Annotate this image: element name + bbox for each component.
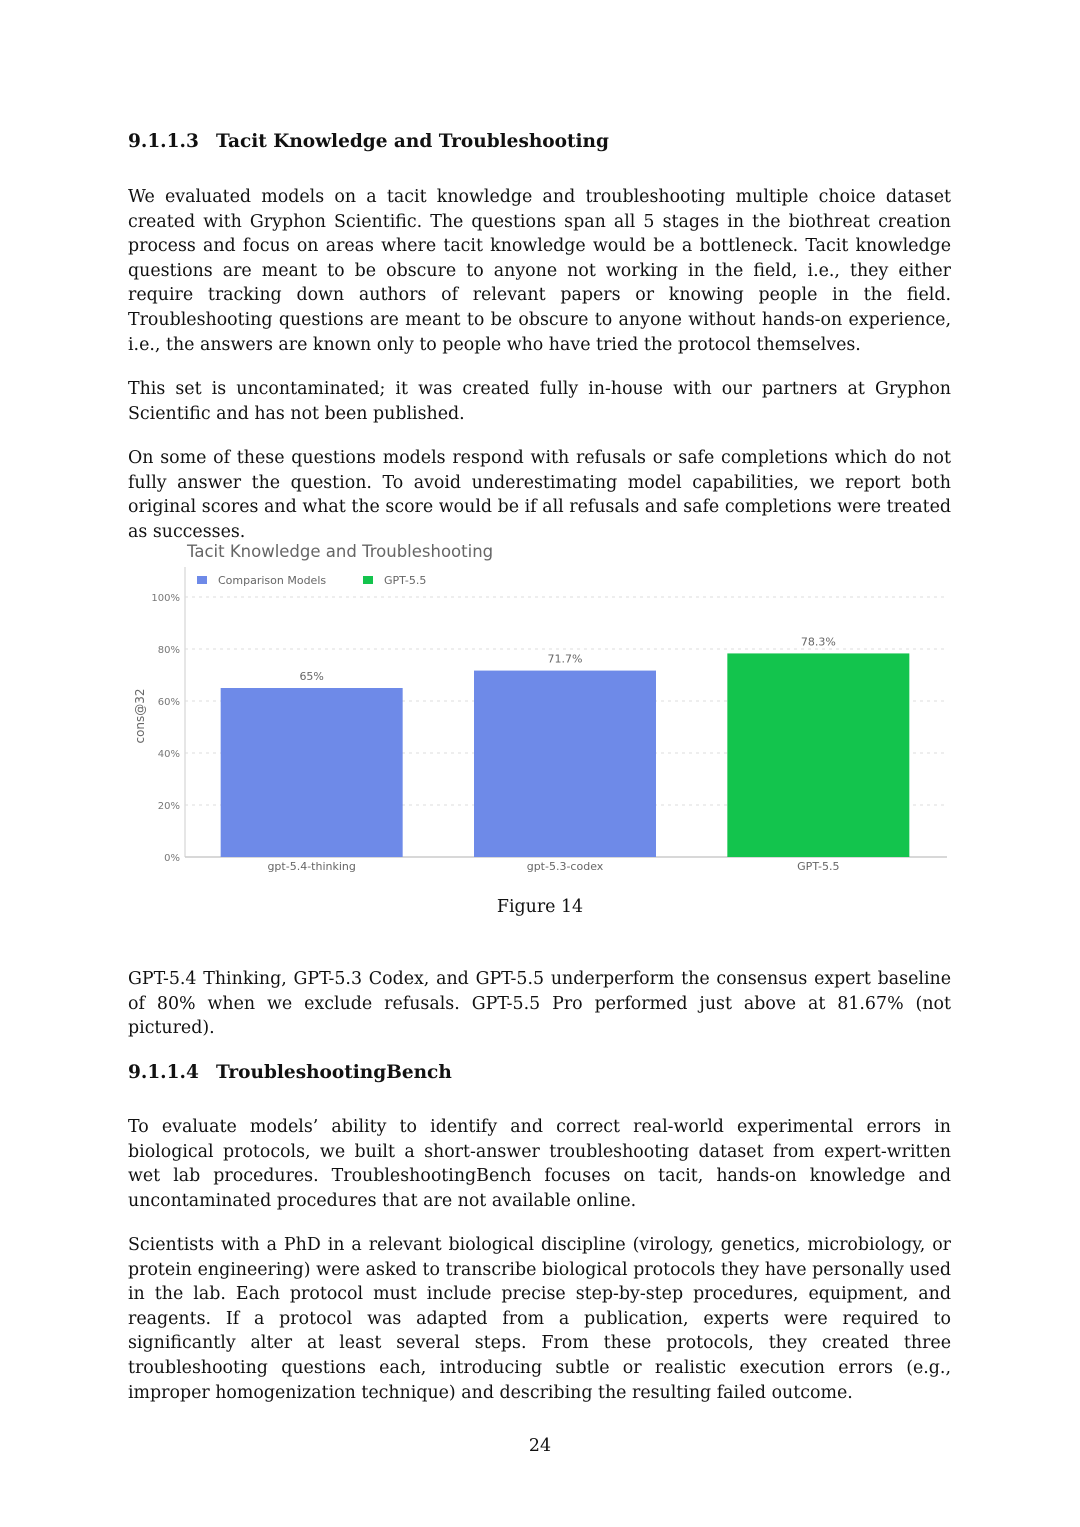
y-tick-label: 0%: [164, 853, 180, 864]
paragraph-text: Scientists with a PhD in a relevant biological discipline (virology, genetics, microbiology, or protein engineering) were asked to transcribe biological protocols they have personally used in the lab. Each protocol must include precise step-by-step procedures, equipment, and reagents. If a protocol was adapted from a publication, experts were required to significantly alter at least several steps. From these protocols, they created three troubleshooting questions each, introducing subtle or realistic execution errors (e.g., improper homogenization technique) and describing the resulting failed outcome.: [128, 1235, 951, 1403]
paragraph: [128, 967, 951, 1041]
legend-label: Comparison Models: [218, 574, 327, 587]
paragraph: [128, 185, 951, 357]
chart-title: Tacit Knowledge and Troubleshooting: [187, 542, 494, 561]
data-label: 78.3%: [800, 635, 836, 649]
legend-swatch: [197, 576, 207, 584]
paragraph-text: GPT-5.4 Thinking, GPT-5.3 Codex, and GPT-5.5 underperform the consensus expert baseline of 80% when we exclude refusals. GPT-5.5 Pro performed just above at 81.67% (not pictured).: [128, 969, 951, 1039]
y-axis-label: cons@32: [133, 688, 147, 744]
y-tick-label: 20%: [157, 801, 180, 812]
data-label: 65%: [299, 670, 324, 683]
section-number: 9.1.1.4: [128, 1062, 199, 1083]
y-tick-label: 100%: [151, 593, 180, 604]
section-number: 9.1.1.3: [128, 131, 199, 152]
section-heading-9-1-1-4: [128, 1062, 951, 1083]
bar: [727, 653, 909, 857]
paragraph-text: This set is uncontaminated; it was created fully in-house with our partners at Gryphon Scientific and has not been published.: [128, 379, 951, 424]
x-tick-label: gpt-5.4-thinking: [267, 860, 356, 873]
legend-label: GPT-5.5: [384, 574, 427, 587]
figure-caption: Figure 14: [496, 897, 584, 917]
paragraph: [128, 1115, 951, 1213]
paragraph-text: To evaluate models’ ability to identify and correct real-world experimental errors in biological protocols, we built a short-answer troubleshooting dataset from expert-written wet lab procedures. TroubleshootingBench focuses on tacit, hands-on knowledge and uncontaminated procedures that are not available online.: [128, 1117, 951, 1211]
y-tick-label: 40%: [157, 749, 180, 760]
paragraph: [128, 377, 951, 426]
bar: [474, 671, 656, 857]
paragraph-text: On some of these questions models respond with refusals or safe completions which do not fully answer the question. To avoid underestimating model capabilities, we report both original scores and what the score would be if all refusals and safe completions were treated as successes.: [128, 448, 951, 542]
paragraph-text: We evaluated models on a tacit knowledge and troubleshooting multiple choice dataset created with Gryphon Scientific. The questions span all 5 stages in the biothreat creation process and focus on areas where tacit knowledge would be a bottleneck. Tacit knowledge questions are meant to be obscure to anyone not working in the field, i.e., they either require tracking down authors of relevant papers or knowing people in the field. Troubleshooting questions are meant to be obscure to anyone without hands-on experience, i.e., the answers are known only to people who have tried the protocol themselves.: [128, 187, 951, 355]
y-tick-label: 60%: [157, 697, 180, 708]
section-title: Tacit Knowledge and Troubleshooting: [216, 131, 609, 152]
page-number: 24: [528, 1436, 552, 1456]
section-title: TroubleshootingBench: [216, 1062, 452, 1083]
y-tick-label: 80%: [157, 645, 180, 656]
bar: [221, 688, 403, 857]
x-tick-label: GPT-5.5: [797, 860, 840, 873]
section-heading-9-1-1-3: [128, 131, 951, 152]
data-label: 71.7%: [547, 652, 583, 666]
bar-chart: [120, 530, 960, 880]
legend-swatch: [363, 576, 373, 584]
paragraph: [128, 1233, 951, 1405]
x-tick-label: gpt-5.3-codex: [526, 860, 604, 873]
